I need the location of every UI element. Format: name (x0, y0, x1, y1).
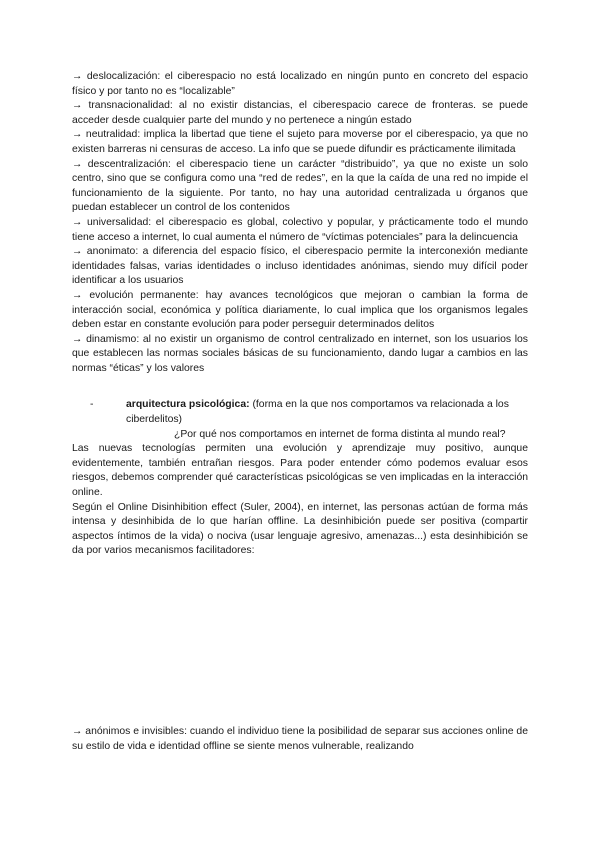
blank-space (72, 559, 528, 725)
arrow-icon: → (72, 129, 83, 141)
characteristic-term: deslocalización: (86, 71, 161, 82)
arrow-icon: → (72, 246, 83, 258)
section-heading (72, 398, 528, 427)
characteristic-item (72, 289, 528, 333)
characteristic-text: implica la libertad que tiene el sujeto para moverse por el ciberespacio, ya que no existen barreras ni censuras de acceso. La info que se puede difundir es prácticamente ilimitada (72, 129, 529, 155)
section-question: ¿Por qué nos comportamos en internet de forma distinta al mundo real? (174, 428, 506, 440)
section-subtitle: (forma en la que nos comportamos va relacionada a los ciberdelitos) (126, 399, 509, 426)
characteristic-term: dinamismo: (86, 333, 140, 345)
characteristics-list (72, 70, 528, 376)
characteristic-text: cuando el individuo tiene la posibilidad de separar sus acciones online de su estilo de vida e identidad offline se siente menos vulnerable, realizando (72, 726, 528, 752)
characteristic-text: al no existir distancias, el ciberespacio carece de fronteras. se puede acceder desde cualquier parte del mundo y no pertenece a ningún estado (72, 100, 529, 126)
paragraph-intro: Las nuevas tecnologías permiten una evolución y aprendizaje muy positivo, aunque evidentemente, también entrañan riesgos. Para poder entender cómo podemos evaluar esos riesgos, debemos comprender qué características psicológicas se ven implicadas en la interacción online. (72, 443, 528, 499)
characteristic-item (72, 216, 528, 245)
characteristic-text: el ciberespacio no está localizado en ningún punto en concreto del espacio físico y por tanto no es “localizable” (72, 71, 529, 97)
arrow-icon: → (72, 333, 83, 345)
characteristic-text: el ciberespacio tiene un carácter “distribuido”, ya que no existe un solo centro, sino que se configura como una “red de redes”, en la que la caída de una red no impide el funcionamiento de la siguiente. Por tanto, no hay una autoridad centralizada u órganos que puedan establecer un control de los contenidos (72, 158, 528, 214)
characteristic-item (72, 128, 528, 157)
characteristic-term: universalidad: (87, 216, 152, 228)
characteristic-item (72, 70, 528, 99)
characteristic-item (72, 333, 528, 377)
paragraph-disinhibition: Según el Online Disinhibition effect (Suler, 2004), en internet, las personas actúan de forma más intensa y desinhibida de lo que harían offline. La desinhibición puede ser positiva (compartir aspectos íntimos de la vida) o nociva (usar lenguaje agresivo, amenazas...) esta desinhibición se da por varios mecanismos facilitadores: (72, 501, 528, 557)
characteristic-item (72, 245, 528, 289)
characteristic-text: el ciberespacio es global, colectivo y popular, y prácticamente todo el mundo tiene acceso a internet, lo cual aumenta el número de “víctimas potenciales” para la delincuencia (72, 216, 528, 243)
characteristic-term: evolución permanente: (89, 289, 199, 301)
characteristic-term: anónimos e invisibles: (85, 726, 187, 737)
characteristic-term: anonimato: (86, 246, 139, 258)
characteristic-term: transnacionalidad: (88, 100, 173, 112)
arrow-icon: → (72, 726, 83, 737)
arrow-icon: → (72, 216, 83, 228)
characteristic-item (72, 158, 528, 216)
characteristic-text: hay avances tecnológicos que mejoran o cambian la forma de interacción social, económica y política diariamente, lo cual implica que los organismos legales deben estar en constante evolución para poder perseguir determinados delitos (72, 289, 528, 331)
arrow-icon: → (72, 71, 83, 82)
characteristic-text: a diferencia del espacio físico, el ciberespacio permite la interconexión mediante identidades falsas, varias identidades o incluso identidades anónimas, siendo muy difícil poder identificar a los usuarios (72, 246, 528, 287)
arrow-icon: → (72, 289, 83, 301)
arrow-icon: → (72, 158, 83, 170)
characteristic-item (72, 99, 528, 128)
characteristic-item (72, 725, 528, 754)
characteristic-term: descentralización: (87, 158, 171, 170)
arrow-icon: → (72, 100, 83, 112)
document-page (72, 70, 528, 754)
section-title: arquitectura psicológica: (126, 399, 250, 411)
characteristic-text: al no existir un organismo de control centralizado en internet, son los usuarios los que establecen las normas sociales básicas de su funcionamiento, dando lugar a cambios en las normas “éticas” y los valores (72, 333, 529, 374)
characteristic-term: neutralidad: (85, 129, 141, 141)
dash-bullet: - (90, 399, 94, 411)
